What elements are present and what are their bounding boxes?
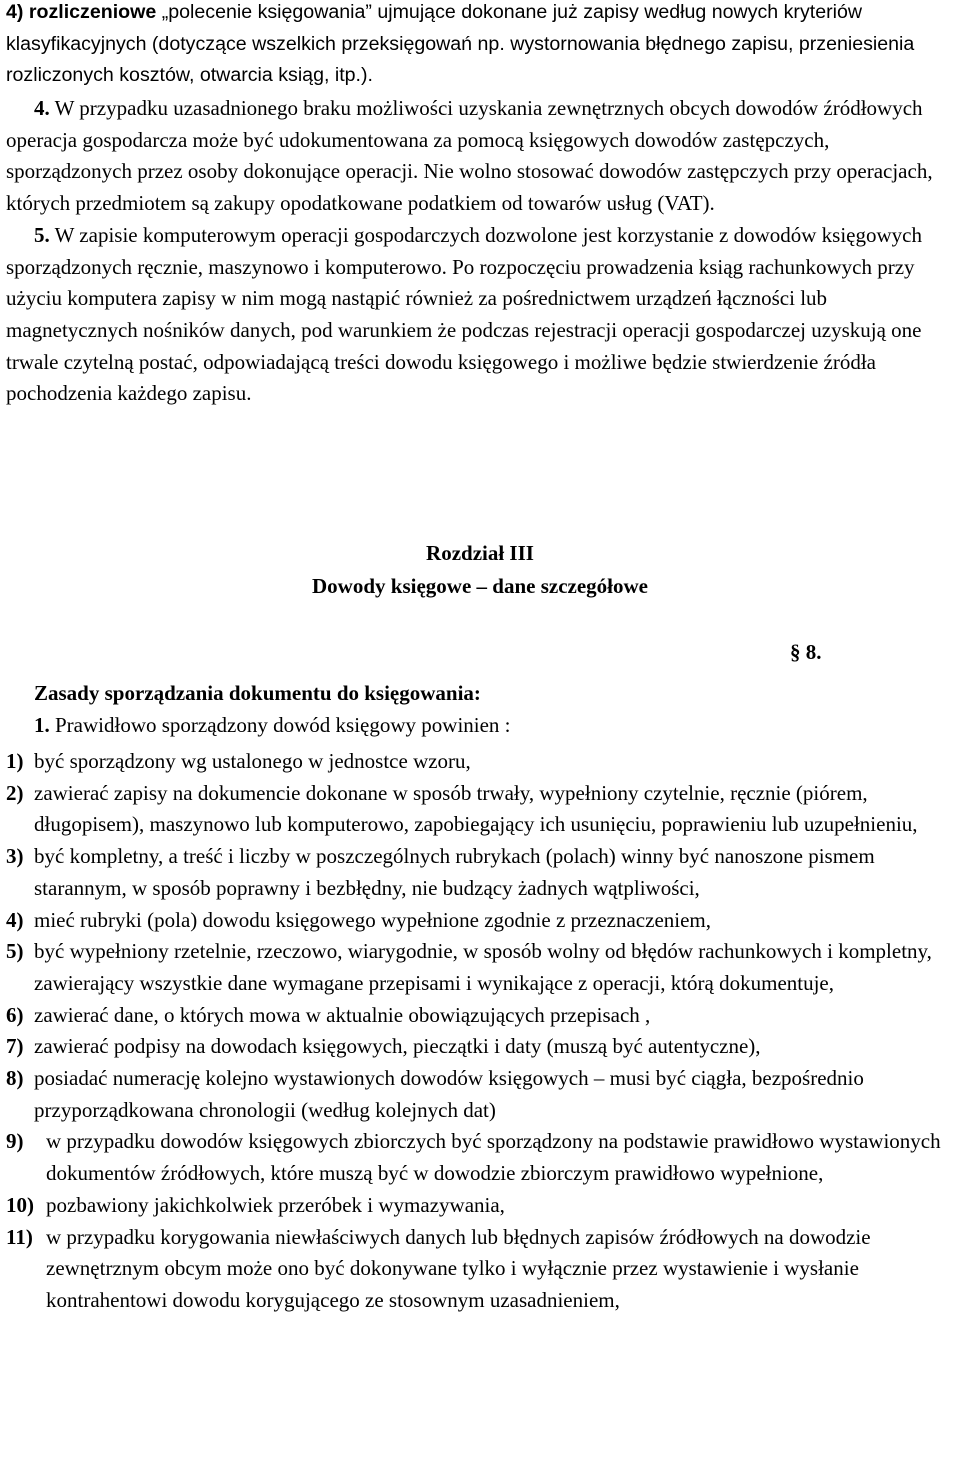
list-item-number: 1)	[6, 749, 24, 773]
list-item	[6, 1126, 956, 1189]
list-item-text: w przypadku korygowania niewłaściwych danych lub błędnych zapisów źródłowych na dowodzie zewnętrznym obcym może ono być dokonywane tylko i wyłącznie przez wystawienie i wysłanie kontrahentowi dowodu korygującego ze stosownym uzasadnieniem,	[46, 1224, 871, 1312]
list-item-number: 10)	[6, 1192, 34, 1217]
list-item	[6, 1000, 956, 1032]
list-item	[6, 1190, 956, 1222]
list-item	[6, 778, 956, 841]
list-item-text: mieć rubryki (pola) dowodu księgowego wypełnione zgodnie z przeznaczeniem,	[34, 907, 712, 932]
list-item	[6, 746, 956, 778]
list-item	[6, 1031, 956, 1063]
point-5-text-b: Po rozpoczęciu prowadzenia ksiąg rachunkowych przy użyciu komputera zapisy w nim mogą nastąpić również za pośrednictwem urządzeń łączności lub magnetycznych nośników danych, pod warunkiem że podczas rejestracji operacji gospodarczej uzyskują one trwale czytelną postać, odpowiadającą treści dowodu księgowego i możliwe będzie stwierdzenie źródła pochodzenia każdego zapisu.	[6, 254, 922, 406]
list-item-text: być sporządzony wg ustalonego w jednostce wzoru,	[34, 749, 471, 773]
list-item-text: być kompletny, a treść i liczby w poszczególnych rubrykach (polach) winny być nanoszone pismem starannym, w sposób poprawny i bezbłędny, nie budzący żadnych wątpliwości,	[34, 844, 875, 900]
paragraph-sign: § 8.	[790, 640, 822, 664]
point-4-number: 4.	[34, 96, 50, 120]
list-item-number: 3)	[6, 844, 24, 869]
list-item-number: 8)	[6, 1066, 24, 1091]
list-item-number: 11)	[6, 1224, 33, 1249]
list-item	[6, 1222, 956, 1317]
points-block	[6, 93, 956, 410]
chapter-title: Dowody księgowe – dane szczegółowe	[312, 574, 648, 598]
rule-1-number: 1.	[34, 713, 50, 737]
rule-1-text: Prawidłowo sporządzony dowód księgowy powinien :	[49, 713, 511, 737]
point-5-text-a: W zapisie komputerowym operacji gospodarczych dozwolone jest korzystanie z dowodów księgowych sporządzonych ręcznie, maszynowo i komputerowo.	[6, 222, 922, 279]
point-5	[6, 220, 956, 410]
rules-title: Zasady sporządzania dokumentu do księgowania:	[34, 681, 481, 705]
chapter-number: Rozdział III	[426, 541, 534, 565]
list-item-text: zawierać podpisy na dowodach księgowych, pieczątki i daty (muszą być autentyczne),	[34, 1034, 761, 1059]
list-item-text: w przypadku dowodów księgowych zbiorczych być sporządzony na podstawie prawidłowo wystawionych dokumentów źródłowych, które muszą być w dowodzie zbiorczym prawidłowo wypełnione,	[46, 1129, 941, 1186]
list-item-text: posiadać numerację kolejno wystawionych dowodów księgowych – musi być ciągła, bezpośrednio przyporządkowana chronologii (według kolejnych dat)	[34, 1066, 864, 1122]
list-item	[6, 1063, 956, 1126]
point-5-number: 5.	[34, 222, 50, 247]
section-rozliczeniowe	[6, 0, 951, 92]
list-item-number: 4)	[6, 907, 24, 932]
point-4-text: W przypadku uzasadnionego braku możliwości uzyskania zewnętrznych obcych dowodów źródłowych operacja gospodarcza może być udokumentowana za pomocą księgowych dowodów zastępczych, sporządzonych przez osoby dokonujące operacji. Nie wolno stosować dowodów zastępczych przy operacjach, których przedmiotem są zakupy opodatkowane podatkiem od towarów usług (VAT).	[6, 96, 933, 216]
list-item-number: 9)	[6, 1129, 24, 1154]
rule-1	[34, 713, 511, 738]
list-item-number: 2)	[6, 780, 24, 805]
list-item-text: zawierać zapisy na dokumencie dokonane w sposób trwały, wypełniony czytelnie, ręcznie (piórem, długopisem), maszynowo lub komputerowo, zapobiegający ich usunięciu, poprawieniu lub uzupełnieniu,	[34, 780, 918, 837]
list-item-number: 6)	[6, 1002, 24, 1027]
list-item-text: pozbawiony jakichkolwiek przeróbek i wymazywania,	[46, 1192, 505, 1217]
list-item-number: 5)	[6, 939, 24, 964]
list-item	[6, 841, 956, 904]
list-item-text: zawierać dane, o których mowa w aktualnie obowiązujących przepisach ,	[34, 1002, 651, 1027]
list-item-text: być wypełniony rzetelnie, rzeczowo, wiarygodnie, w sposób wolny od błędów rachunkowych i kompletny, zawierający wszystkie dane wymagane przepisami i wynikające z operacji, którą dokumentuje,	[34, 939, 932, 995]
requirements-list	[6, 746, 956, 1317]
list-item	[6, 905, 956, 937]
list-item	[6, 936, 956, 999]
section-label: 4) rozliczeniowe	[6, 1, 157, 23]
point-4	[6, 93, 956, 220]
section-text: „polecenie księgowania” ujmujące dokonane już zapisy według nowych kryteriów klasyfikacyjnych (dotyczące wszelkich przeksięgowań np. wystornowania błędnego zapisu, przeniesienia rozliczonych kosztów, otwarcia ksiąg, itp.).	[6, 1, 915, 87]
list-item-number: 7)	[6, 1034, 24, 1059]
